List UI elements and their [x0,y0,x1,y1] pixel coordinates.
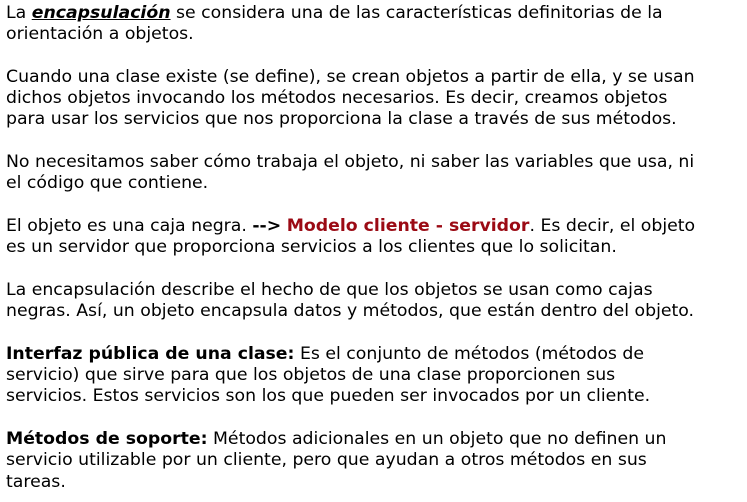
text-line: el código que contiene. [6,173,209,194]
text-line: para usar los servicios que nos proporciona la clase a través de sus métodos. [6,109,677,130]
term-public-interface: Interfaz pública de una clase: [6,343,295,364]
term-support-methods: Métodos de soporte: [6,428,208,449]
text-run: La [6,3,32,23]
paragraph-encapsulation-black-boxes [6,280,747,323]
text-line [6,216,747,237]
client-server-model-highlight: Modelo cliente - servidor [286,215,530,236]
text-run: . Es decir, el objeto [529,215,696,236]
paragraph-class-objects [6,67,747,131]
text-line: servicios. Estos servicios son los que pueden ser invocados por un cliente. [6,386,651,407]
text-run: El objeto es una caja negra. [6,215,253,236]
paragraph-no-need-to-know [6,152,747,195]
text-run: Métodos adicionales en un objeto que no definen un [207,428,667,449]
text-line: orientación a objetos. [6,24,194,45]
text-line [6,3,747,24]
paragraph-encapsulation-definition [6,3,747,46]
text-line: negras. Así, un objeto encapsula datos y métodos, que están dentro del objeto. [6,301,695,322]
paragraph-black-box [6,216,747,259]
text-line: servicio) que sirve para que los objetos de una clase proporcionen sus [6,365,616,386]
paragraph-public-interface [6,344,747,408]
text-line: No necesitamos saber cómo trabaja el objeto, ni saber las variables que usa, ni [6,152,695,173]
text-run: se considera una de las características definitorias de la [170,3,663,23]
text-line: es un servidor que proporciona servicios a los clientes que lo solicitan. [6,237,617,258]
text-line: Cuando una clase existe (se define), se crean objetos a partir de ella, y se usan [6,66,695,87]
text-line: servicio utilizable por un cliente, pero que ayudan a otros métodos en sus [6,450,647,471]
term-encapsulacion: encapsulación [31,3,171,23]
text-line: dichos objetos invocando los métodos necesarios. Es decir, creamos objetos [6,88,668,109]
text-line [6,344,747,365]
text-line: tareas. [6,471,66,492]
text-line [6,429,747,450]
arrow-text: --> [252,215,282,236]
text-run: Es el conjunto de métodos (métodos de [294,343,645,364]
paragraph-support-methods [6,429,747,493]
text-line: La encapsulación describe el hecho de que los objetos se usan como cajas [6,279,653,300]
